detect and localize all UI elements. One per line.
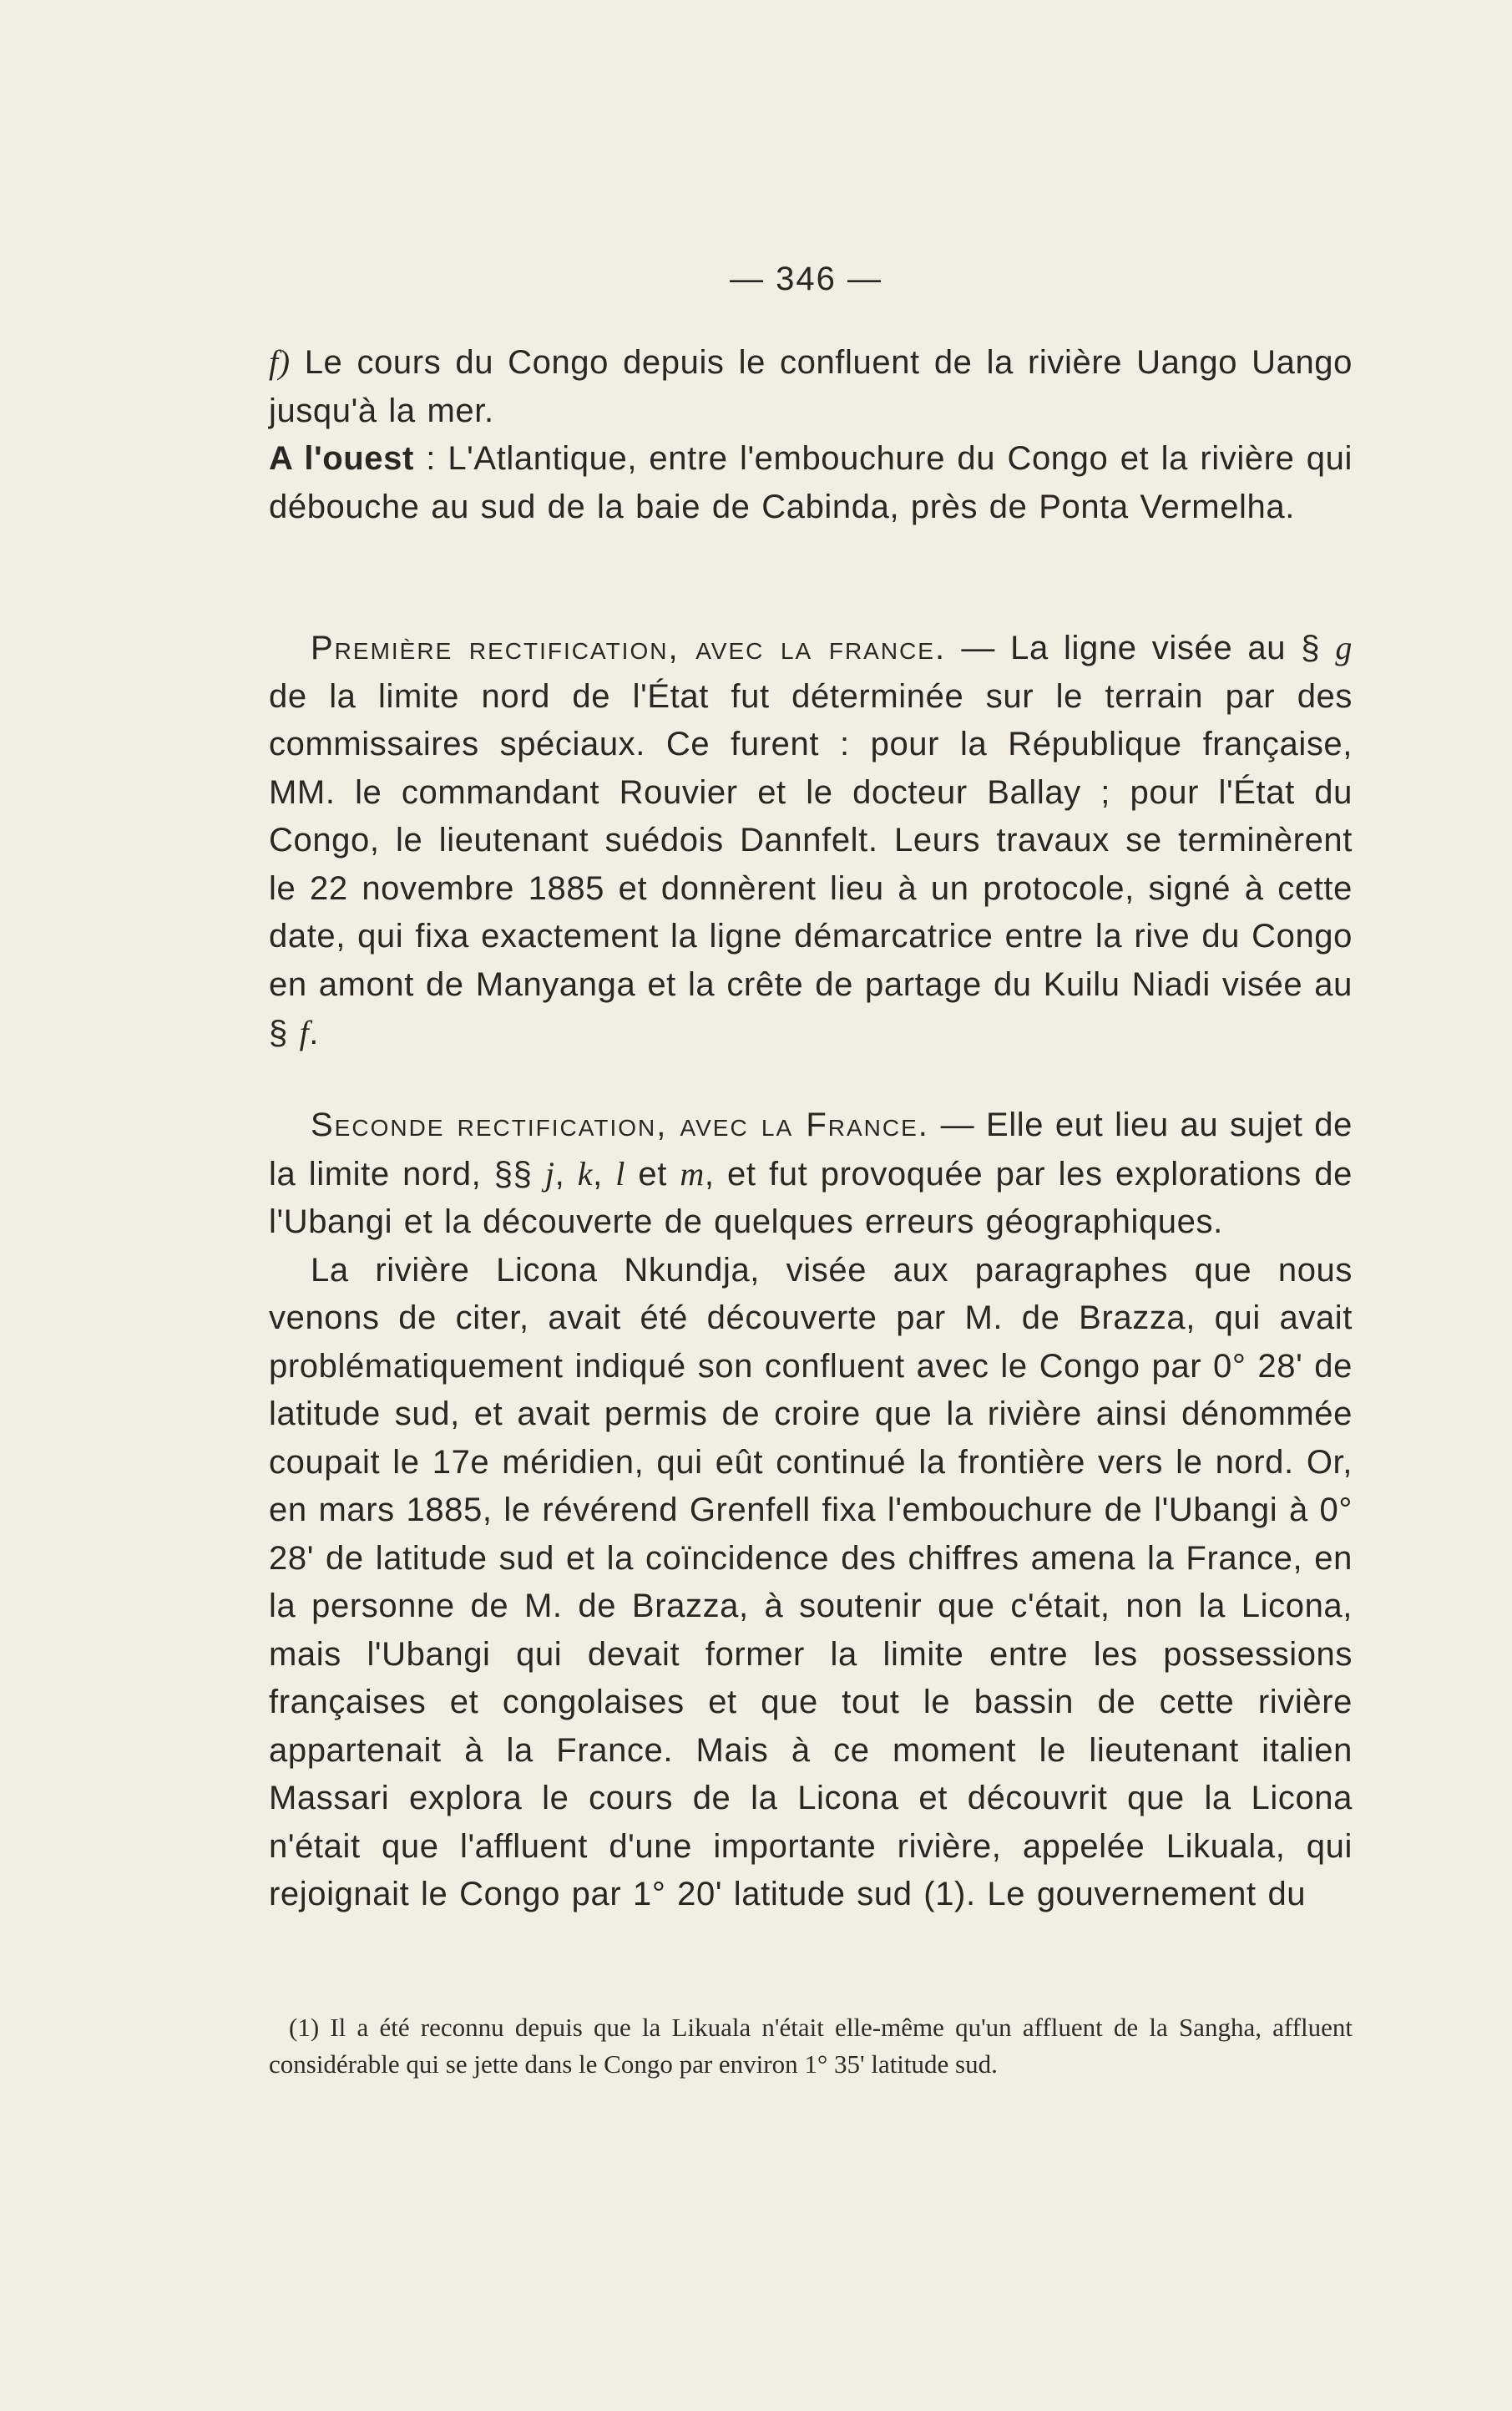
section-f [269,338,1353,531]
sep-2: , [593,1155,616,1193]
ref-j: j [544,1154,555,1193]
paragraph-f-text: Le cours du Congo depuis le confluent de la rivière Uango Uango jusqu'à la mer. [269,344,1353,429]
seconde-text-a: — Elle eut lieu au sujet de la limite nord, §§ [269,1107,1353,1193]
ouest-label: A l'ouest [269,440,414,477]
ref-f: f [299,1014,310,1051]
section-premiere-rectification [269,624,1353,1058]
seconde-heading: Seconde rectification, avec la France. [311,1107,929,1143]
paragraph-premiere [269,624,1353,1058]
footnote [269,2009,1353,2083]
premiere-text-c: . [309,1015,319,1051]
page-number: — 346 — [730,261,882,297]
paragraph-licona: La rivière Licona Nkundja, visée aux paragraphes que nous venons de citer, avait été découverte par M. de Brazza, qui avait problématiquement indiqué son confluent avec le Congo par 0° 28' de latitude sud, et avait permis de croire que la rivière ainsi dénommée coupait le 17e méridien, qui eût continué la frontière vers le nord. Or, en mars 1885, le révérend Grenfell fixa l'embouchure de l'Ubangi à 0° 28' de latitude sud et la coïncidence des chiffres amena la France, en la personne de M. de Brazza, à soutenir que c'était, non la Licona, mais l'Ubangi qui devait former la limite entre les possessions françaises et congolaises et que tout le bassin de cette rivière appartenait à la France. Mais à ce moment le lieutenant italien Massari explora le cours de la Licona et découvrit que la Licona n'était que l'affluent d'une importante rivière, appelée Likuala, qui rejoignait le Congo par 1° 20' latitude sud (1). Le gouvernement du [269,1251,1353,1912]
ref-l: l [615,1154,625,1193]
paragraph-f-boundary [269,338,1353,435]
premiere-text-b: de la limite nord de l'État fut déterminée sur le terrain par des commissaires spéciaux. Ce furent : pour la République française, MM. le commandant Rouvier et le docteur Ballay ; pour l'État du Congo, le lieutenant suédois Dannfelt. Leurs travaux se terminèrent le 22 novembre 1885 et donnèrent lieu à un protocole, signé à cette date, qui fixa exactement la ligne démarcatrice entre la rive du Congo en amont de Manyanga et la crête de partage du Kuilu Niadi visée au § [269,677,1353,1051]
ref-m: m [680,1154,705,1193]
ouest-text: : L'Atlantique, entre l'embouchure du Congo et la rivière qui débouche au sud de la baie de Cabinda, près de Ponta Vermelha. [269,440,1353,525]
section-seconde-rectification [269,1102,1353,1919]
item-marker-f: f) [269,343,291,381]
premiere-heading: Première rectification, avec la france. [311,630,947,666]
premiere-text-a: — La ligne visée au § [946,630,1336,666]
ref-g: g [1335,629,1353,666]
ref-k: k [577,1154,594,1193]
sep-1: , [554,1155,578,1193]
paragraph-ouest [269,435,1353,531]
sep-3: et [625,1155,680,1193]
footnote-text: (1) Il a été reconnu depuis que la Likuala n'était elle-même qu'un affluent de la Sangha, affluent considérable qui se jette dans le Congo par environ 1° 35' latitude sud. [269,2013,1353,2079]
seconde-text-b: , et fut provoquée par les explorations de l'Ubangi et la découverte de quelques erreurs géographiques. [269,1155,1353,1240]
paragraph-seconde [269,1102,1353,1247]
